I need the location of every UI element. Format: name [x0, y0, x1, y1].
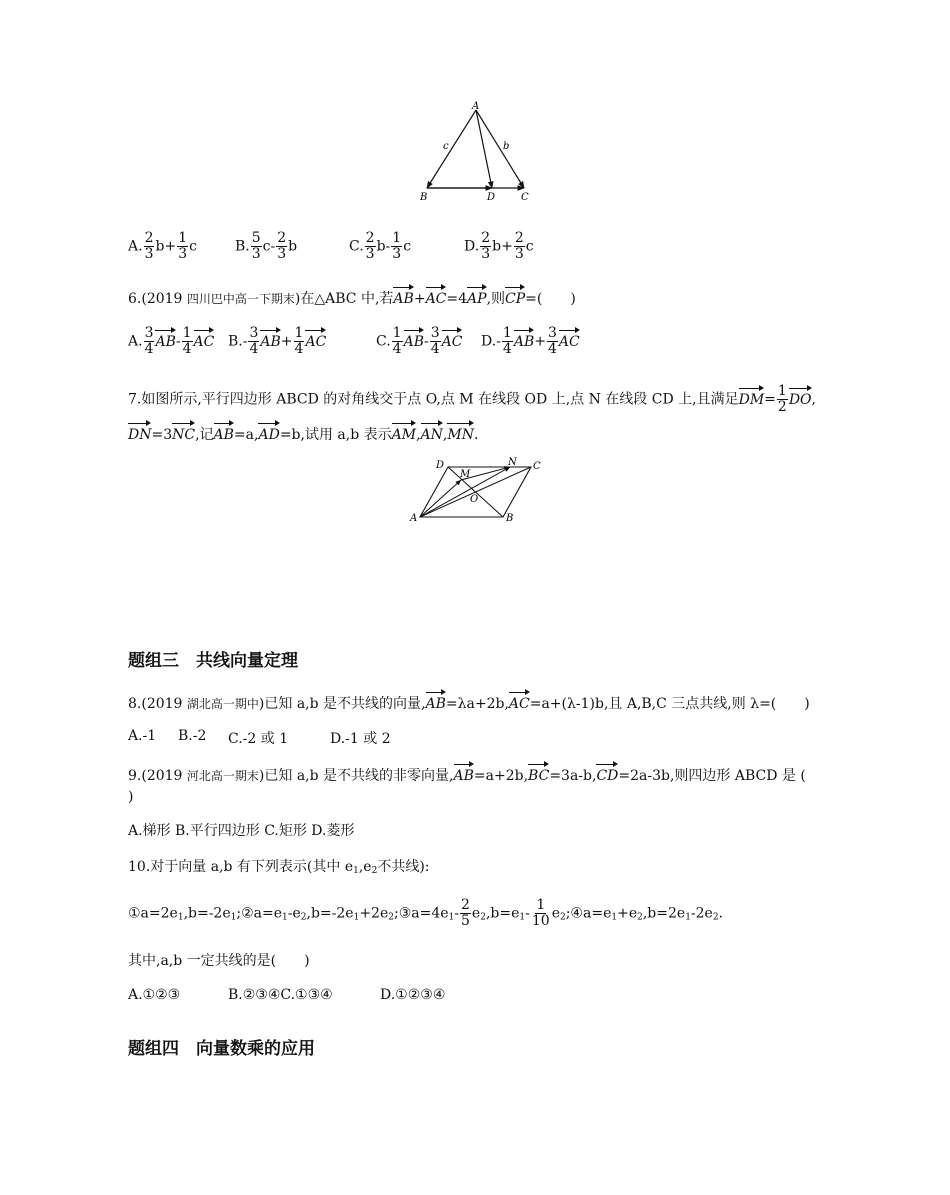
- diagonal-bd: [448, 467, 503, 517]
- q7-stem-line2: DN=3NC,记AB=a,AD=b,试用 a,b 表示AM,AN,MN.: [128, 421, 478, 445]
- q10-option-a[interactable]: A.①②③: [128, 987, 181, 1003]
- q8-stem: 8.(2019 湖北高一期中)已知 a,b 是不共线的向量,AB=λa+2b,AC=a+(λ-1)b,且 A,B,C 三点共线,则 λ=( ): [128, 690, 810, 714]
- q10-option-bc[interactable]: B.②③④C.①③④: [228, 987, 333, 1003]
- q10-stem: 10.对于向量 a,b 有下列表示(其中 $e_1,e_2$不共线):: [128, 859, 430, 876]
- label-m: M: [460, 469, 471, 480]
- q9-stem-line2: ): [128, 789, 134, 805]
- parallelogram-figure: [404, 456, 554, 528]
- q8-option-c[interactable]: C.-2 或 1: [228, 731, 289, 747]
- q7-stem-line1: 7.如图所示,平行四边形 ABCD 的对角线交于点 O,点 M 在线段 OD 上,点 N 在线段 CD 上,且满足DM= $\frac{1}{2}$ DO,: [128, 383, 816, 415]
- q8-option-d[interactable]: D.-1 或 2: [330, 731, 391, 747]
- q9-stem: 9.(2019 河北高一期末)已知 a,b 是不共线的非零向量,AB=a+2b,BC=3a-b,CD=2a-3b,则四边形 ABCD 是 (: [128, 762, 806, 786]
- q6-option-d[interactable]: D.- $\frac{1}{4}$ AB+ $\frac{3}{4}$ AC: [481, 325, 580, 357]
- q5-option-b[interactable]: B. $\frac{5}{3}$ c- $\frac{2}{3}$ b: [235, 230, 298, 262]
- label-side-c: c: [443, 141, 449, 152]
- vector-am: [420, 480, 461, 517]
- label-a: A: [410, 513, 418, 524]
- label-n: N: [508, 457, 517, 468]
- triangle-figure: [416, 100, 536, 206]
- option-prefix: A.: [128, 238, 143, 255]
- q6-stem: 6.(2019 四川巴中高一下期末)在△ABC 中,若AB+AC=4AP,则CP=( ): [128, 285, 576, 309]
- fraction: $\frac{1}{3}$: [178, 230, 188, 262]
- q5-option-a[interactable]: A. $\frac{2}{3}$ b+ $\frac{1}{3}$ c: [128, 230, 197, 262]
- q5-option-d[interactable]: D. $\frac{2}{3}$ b+ $\frac{2}{3}$ c: [464, 230, 534, 262]
- q10-question: 其中,a,b 一定共线的是( ): [128, 953, 310, 969]
- q8-option-a[interactable]: A.-1: [128, 728, 157, 744]
- section-heading-group3: 题组三 共线向量定理: [128, 651, 298, 671]
- q10-option-d[interactable]: D.①②③④: [380, 987, 446, 1003]
- section-heading-group4: 题组四 向量数乘的应用: [128, 1039, 315, 1059]
- q8-option-b[interactable]: B.-2: [178, 728, 207, 744]
- side-ac: [476, 110, 524, 188]
- label-c: C: [533, 461, 541, 472]
- label-c: C: [521, 192, 529, 203]
- label-a: A: [472, 101, 480, 112]
- q6-option-b[interactable]: B.- $\frac{3}{4}$ AB+ $\frac{1}{4}$ AC: [228, 325, 327, 357]
- segment-ad: [476, 110, 492, 188]
- label-b: B: [506, 513, 514, 524]
- q9-options[interactable]: A.梯形 B.平行四边形 C.矩形 D.菱形: [128, 823, 355, 839]
- q10-items: $①a=2e_1,b=-2e_1;②a=e_1-e_2,b=-2e_1+2e_2;③a=4e_1-$ $\frac{2}{5}$ $e_2,b=e_1-$ $\frac{1}{10}$ $e_2;④a=e_1+e_2,b=2e_1-2e_2$.: [128, 897, 724, 929]
- label-d: D: [436, 460, 445, 471]
- q6-option-a[interactable]: A. $\frac{3}{4}$ AB- $\frac{1}{4}$ AC: [128, 325, 215, 357]
- q5-option-c[interactable]: C. $\frac{2}{3}$ b- $\frac{1}{3}$ c: [349, 230, 412, 262]
- label-side-b: b: [503, 141, 510, 152]
- side-ab: [427, 110, 476, 188]
- fraction: $\frac{2}{3}$: [144, 230, 154, 262]
- q6-option-c[interactable]: C. $\frac{1}{4}$ AB- $\frac{3}{4}$ AC: [376, 325, 463, 357]
- label-b: B: [420, 192, 428, 203]
- label-o: O: [470, 494, 479, 505]
- label-d: D: [487, 192, 496, 203]
